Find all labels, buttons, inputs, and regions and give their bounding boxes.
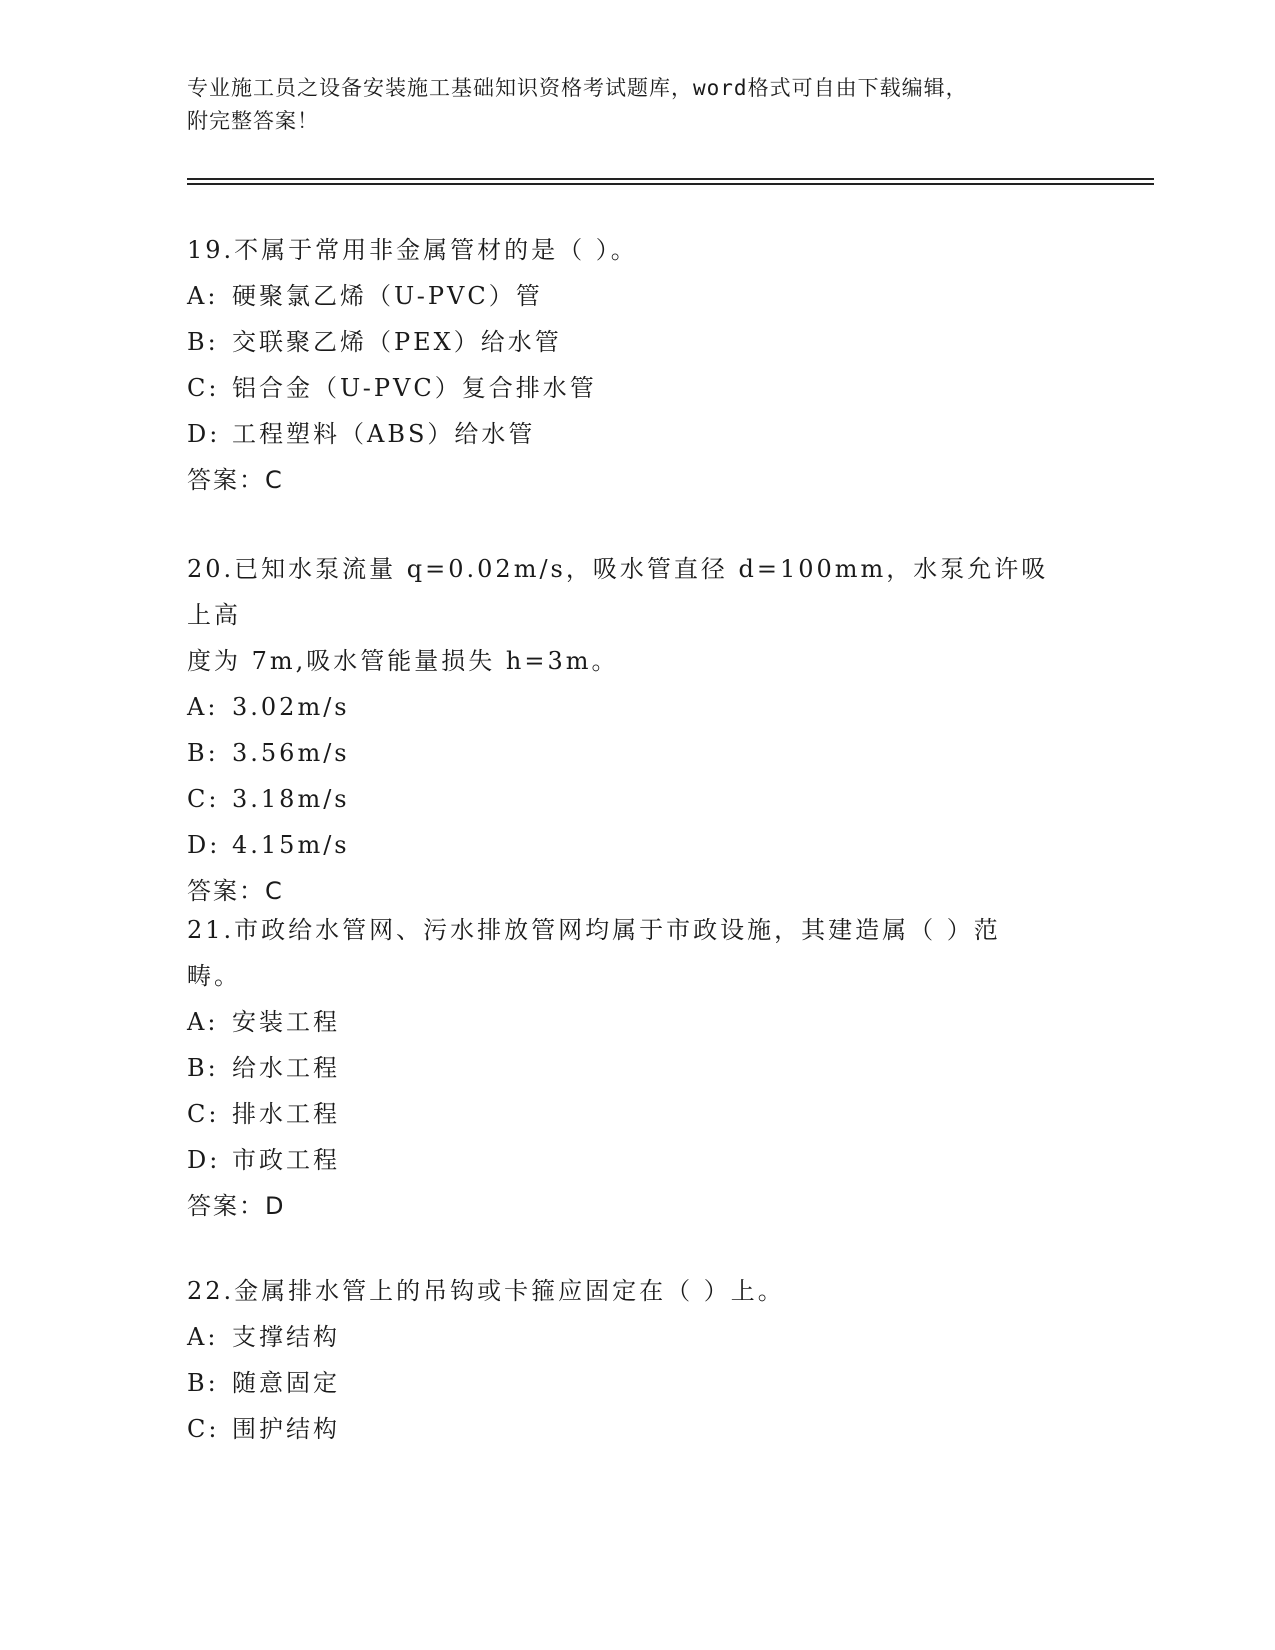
option-label: A: <box>187 1008 219 1036</box>
option-a <box>187 999 1067 1045</box>
answer-line: 答案：C <box>187 466 284 494</box>
option-label: C: <box>187 1100 220 1128</box>
option-label: B: <box>187 1369 219 1397</box>
option-text: 给水工程 <box>232 1054 340 1082</box>
option-text: 铝合金（U-PVC）复合排水管 <box>232 374 597 402</box>
option-c <box>187 1091 1067 1137</box>
question-stem-continued: 度为 7m,吸水管能量损失 h=3m。 <box>187 647 619 675</box>
option-label: B: <box>187 1054 219 1082</box>
question-stem: 19.不属于常用非金属管材的是（ ）。 <box>187 236 638 264</box>
option-text: 4.15m/s <box>232 831 350 859</box>
option-label: D: <box>187 1146 221 1174</box>
option-a <box>187 684 1067 730</box>
option-text: 工程塑料（ABS）给水管 <box>232 420 536 448</box>
option-label: C: <box>187 1415 220 1443</box>
option-label: C: <box>187 785 220 813</box>
option-d <box>187 822 1067 868</box>
header-line-2: 附完整答案！ <box>187 109 319 133</box>
question-22 <box>187 1268 1067 1452</box>
question-19 <box>187 227 1067 503</box>
option-a <box>187 273 1067 319</box>
option-text: 排水工程 <box>232 1100 340 1128</box>
option-b <box>187 1045 1067 1091</box>
option-a <box>187 1314 1067 1360</box>
question-stem: 21.市政给水管网、污水排放管网均属于市政设施，其建造属（ ）范 <box>187 916 1001 944</box>
option-text: 支撑结构 <box>232 1323 340 1351</box>
header-divider-top <box>187 178 1154 180</box>
option-text: 随意固定 <box>232 1369 340 1397</box>
option-label: A: <box>187 1323 219 1351</box>
answer-line: 答案：D <box>187 1192 286 1220</box>
option-c <box>187 365 1067 411</box>
option-b <box>187 319 1067 365</box>
option-label: A: <box>187 282 219 310</box>
option-text: 3.18m/s <box>232 785 350 813</box>
option-text: 安装工程 <box>232 1008 340 1036</box>
option-c <box>187 1406 1067 1452</box>
question-stem-continued: 畴。 <box>187 962 241 990</box>
option-text: 3.56m/s <box>232 739 350 767</box>
question-stem: 20.已知水泵流量 q=0.02m/s，吸水管直径 d=100mm，水泵允许吸上高 <box>187 555 1049 629</box>
option-label: D: <box>187 831 221 859</box>
option-text: 市政工程 <box>232 1146 340 1174</box>
option-text: 3.02m/s <box>232 693 350 721</box>
option-label: C: <box>187 374 220 402</box>
option-text: 硬聚氯乙烯（U-PVC）管 <box>232 282 543 310</box>
header-divider-bottom <box>187 183 1154 185</box>
option-d <box>187 1137 1067 1183</box>
question-21 <box>187 907 1067 1229</box>
header-line-1: 专业施工员之设备安装施工基础知识资格考试题库，word格式可自由下载编辑， <box>187 76 968 100</box>
document-header <box>187 72 1067 138</box>
question-20 <box>187 546 1067 914</box>
option-text: 交联聚乙烯（PEX）给水管 <box>232 328 562 356</box>
option-d <box>187 411 1067 457</box>
option-c <box>187 776 1067 822</box>
question-stem: 22.金属排水管上的吊钩或卡箍应固定在（ ）上。 <box>187 1277 785 1305</box>
option-label: A: <box>187 693 219 721</box>
option-text: 围护结构 <box>232 1415 340 1443</box>
option-b <box>187 1360 1067 1406</box>
option-label: B: <box>187 739 219 767</box>
option-label: D: <box>187 420 221 448</box>
option-label: B: <box>187 328 219 356</box>
answer-line: 答案：C <box>187 877 284 905</box>
option-b <box>187 730 1067 776</box>
